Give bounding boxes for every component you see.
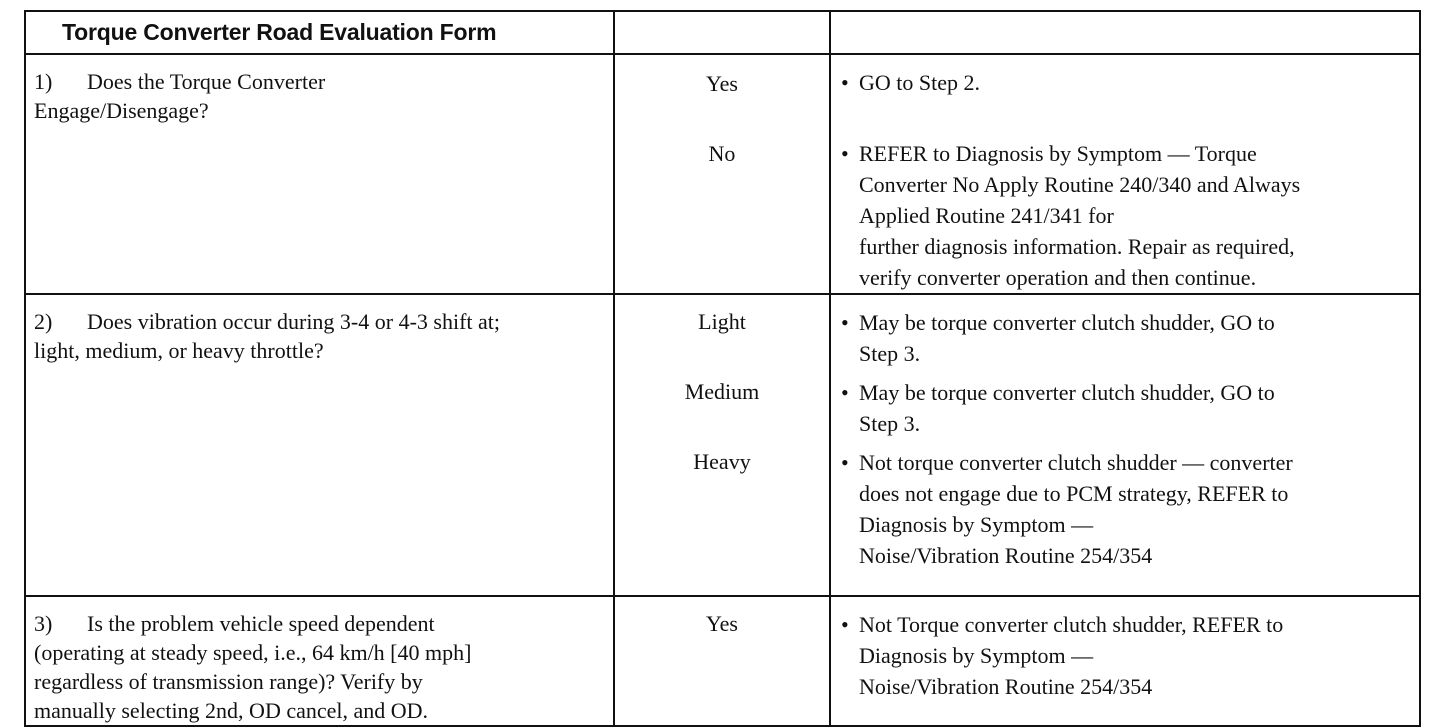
table-row [25, 596, 1420, 726]
bullet-icon: • [841, 450, 849, 475]
question-number: 2) [34, 309, 53, 334]
question-cell [25, 54, 614, 294]
result-cell [830, 596, 1420, 726]
evaluation-form-table [24, 10, 1421, 727]
bullet-icon: • [841, 310, 849, 335]
answer-cell [614, 294, 830, 596]
answer-label: No [708, 141, 736, 166]
question-text: Does the Torque Converter [87, 69, 326, 94]
header-row [25, 11, 1420, 54]
bullet-icon: • [841, 141, 849, 166]
question-text: Engage/Disengage? [34, 98, 209, 123]
question-text: regardless of transmission range)? Verify by [34, 669, 423, 694]
result-item: • May be torque converter clutch shudder, GO to Step 3. [841, 377, 1409, 439]
result-item: • REFER to Diagnosis by Symptom — Torque Converter No Apply Routine 240/340 and Always Applied Routine 241/341 for further diagnosis information. Repair as required, verify converter operation and then continue. [841, 138, 1409, 293]
header-answer-cell [614, 11, 830, 54]
question-text: Does vibration occur during 3-4 or 4-3 shift at; [87, 309, 501, 334]
question-text: manually selecting 2nd, OD cancel, and OD. [34, 698, 429, 723]
bullet-icon: • [841, 612, 849, 637]
result-cell [830, 294, 1420, 596]
question-cell [25, 596, 614, 726]
answer-label: Yes [705, 611, 738, 636]
answer-label: Light [698, 309, 746, 334]
table-row [25, 54, 1420, 294]
result-item: • Not Torque converter clutch shudder, REFER to Diagnosis by Symptom — Noise/Vibration Routine 254/354 [841, 609, 1409, 702]
result-item: • May be torque converter clutch shudder, GO to Step 3. [841, 307, 1409, 369]
question-number: 1) [34, 69, 53, 94]
answer-label: Yes [705, 71, 738, 96]
header-result-cell [830, 11, 1420, 54]
result-cell [830, 54, 1420, 294]
result-item: • GO to Step 2. [841, 67, 1409, 98]
bullet-icon: • [841, 70, 849, 95]
answer-cell [614, 54, 830, 294]
question-number: 3) [34, 611, 53, 636]
form-title: Torque Converter Road Evaluation Form [25, 11, 614, 54]
answer-label: Heavy [693, 449, 751, 474]
question-text: Is the problem vehicle speed dependent [87, 611, 435, 636]
table-row [25, 294, 1420, 596]
question-text: (operating at steady speed, i.e., 64 km/h [40 mph] [34, 640, 472, 665]
result-item: • Not torque converter clutch shudder — converter does not engage due to PCM strategy, REFER to Diagnosis by Symptom — Noise/Vibration Routine 254/354 [841, 447, 1409, 571]
answer-cell [614, 596, 830, 726]
question-cell [25, 294, 614, 596]
answer-label: Medium [684, 379, 760, 404]
question-text: light, medium, or heavy throttle? [34, 338, 324, 363]
bullet-icon: • [841, 380, 849, 405]
